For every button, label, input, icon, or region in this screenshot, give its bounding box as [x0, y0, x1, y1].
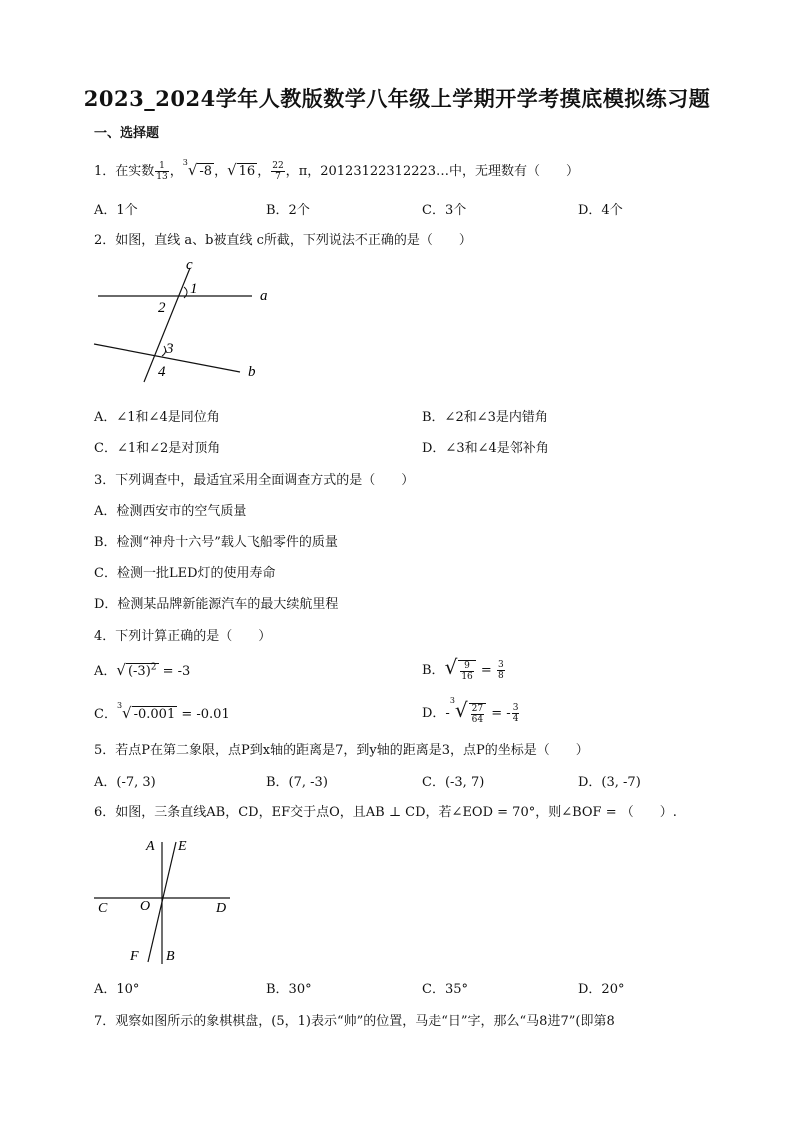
q4-option-b: B．√ $\frac{9}{16}$ = $\frac{3}{8}$ — [422, 655, 504, 682]
label-4: 4 — [158, 364, 166, 380]
label-B: B — [166, 949, 175, 964]
page-title: 2023_2024学年人教版数学八年级上学期开学考摸底模拟练习题 — [83, 86, 711, 111]
q5-option-c: C．(-3, 7) — [422, 775, 485, 790]
q6-option-a: A．10° — [94, 982, 140, 997]
question-4-stem: 4．下列计算正确的是（ ） — [94, 629, 272, 644]
question-3-stem: 3．下列调查中，最适宜采用全面调查方式的是（ ） — [94, 473, 415, 488]
label-F: F — [130, 949, 139, 964]
q3-option-c: C．检测一批LED灯的使用寿命 — [94, 566, 276, 581]
q1-option-c: C．3个 — [422, 203, 467, 218]
fraction-22-7: $\frac{22}{7}$ — [272, 161, 284, 182]
q6-option-b: B．30° — [266, 982, 312, 997]
q2-option-a: A．∠1和∠4是同位角 — [94, 410, 220, 425]
question-1-stem: 1．在实数 $\frac{1}{13}$ ，$^3$√ -8 ，√ 16 ， $\frac{22}{7}$ ，π，20123122312223…中，无理数有（ ） — [94, 158, 580, 182]
q5-option-d: D．(3, -7) — [578, 775, 641, 790]
q4-option-d: D．-$^3$√ $\frac{27}{64}$ = - $\frac{3}{4}$ — [422, 696, 519, 725]
label-b: b — [248, 364, 256, 380]
q6-option-d: D．20° — [578, 982, 625, 997]
q3-option-a: A．检测西安市的空气质量 — [94, 504, 247, 519]
label-E: E — [178, 839, 187, 854]
q4-option-a: A．√ $(-3)^2 = -3$ — [94, 661, 191, 679]
label-D: D — [216, 901, 227, 916]
section-heading: 一、选择题 — [94, 126, 160, 141]
question-6-stem: 6．如图，三条直线AB，CD，EF交于点O，且AB ⊥ CD，若∠EOD = 70°，则∠BOF = （ ）. — [94, 805, 677, 820]
figure-q2-transversal — [90, 256, 280, 384]
label-A: A — [146, 839, 155, 854]
label-a: a — [260, 288, 268, 304]
cube-root-sign: √ — [187, 161, 198, 179]
q5-option-a: A．(-7, 3) — [94, 775, 156, 790]
q3-option-d: D．检测某品牌新能源汽车的最大续航里程 — [94, 597, 339, 612]
q1-option-d: D．4个 — [578, 203, 623, 218]
fraction-1-13: $\frac{1}{13}$ — [156, 161, 168, 182]
q4-option-c: C．$^3$√ -0.001 = -0.01 — [94, 701, 230, 722]
q1-option-a: A．1个 — [94, 203, 138, 218]
q6-option-c: C．35° — [422, 982, 468, 997]
q2-option-b: B．∠2和∠3是内错角 — [422, 410, 548, 425]
label-C: C — [98, 901, 108, 916]
label-2: 2 — [158, 300, 166, 316]
label-3: 3 — [166, 341, 174, 357]
question-7-stem: 7．观察如图所示的象棋棋盘，(5，1)表示“帅”的位置，马走“日”字，那么“马8进7”(即第8 — [94, 1014, 615, 1029]
label-O: O — [140, 899, 151, 914]
q3-option-b: B．检测“神舟十六号”载人飞船零件的质量 — [94, 535, 338, 550]
label-1: 1 — [190, 281, 198, 297]
q1-option-b: B．2个 — [266, 203, 310, 218]
q2-option-c: C．∠1和∠2是对顶角 — [94, 441, 221, 456]
q5-option-b: B．(7, -3) — [266, 775, 328, 790]
label-c: c — [186, 257, 193, 273]
figure-q6-intersecting-lines — [90, 832, 240, 966]
square-root-sign: √ — [227, 161, 237, 179]
q2-option-d: D．∠3和∠4是邻补角 — [422, 441, 549, 456]
question-5-stem: 5．若点P在第二象限，点P到x轴的距离是7，到y轴的距离是3，点P的坐标是（ ） — [94, 743, 589, 758]
question-2-stem: 2．如图，直线 a、b被直线 c所截，下列说法不正确的是（ ） — [94, 233, 472, 248]
